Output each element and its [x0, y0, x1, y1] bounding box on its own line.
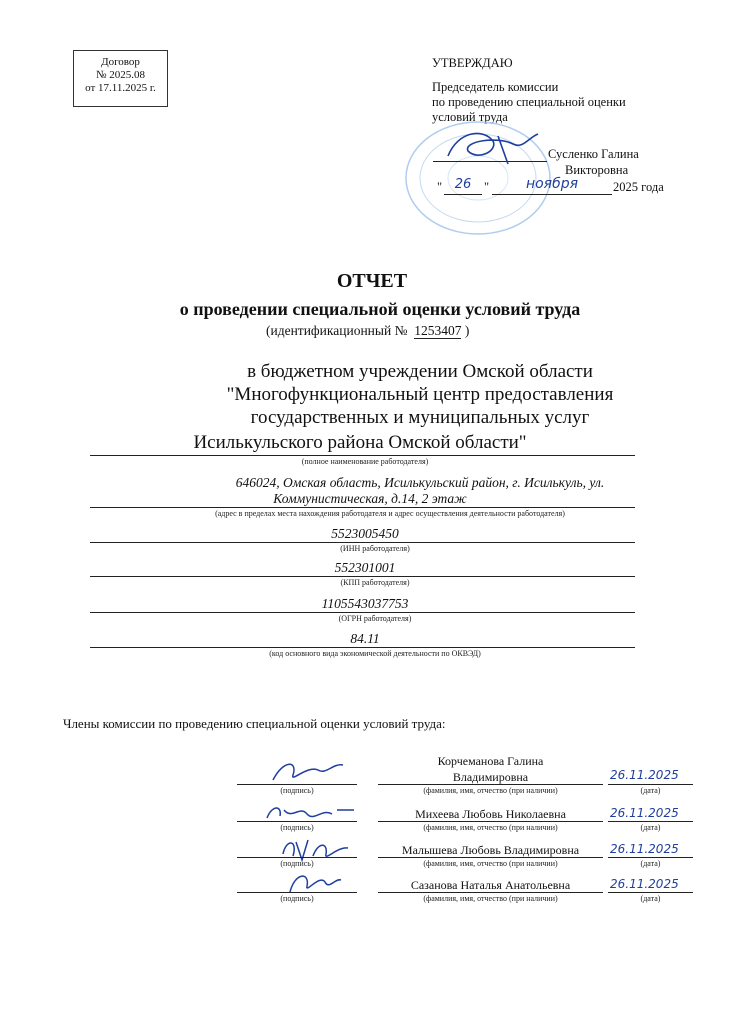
- approval-name-2: Викторовна: [565, 163, 629, 177]
- employer-ogrn-line: [90, 612, 635, 613]
- contract-number: № 2025.08: [96, 69, 145, 81]
- member-4-date-caption: (дата): [640, 894, 661, 903]
- member-1-date: 26.11.2025: [610, 768, 679, 782]
- member-3-date-line: [608, 857, 693, 858]
- employer-ogrn: 1105543037753: [321, 596, 409, 611]
- quote-close: ": [484, 180, 490, 194]
- approval-year: 2025 года: [613, 180, 664, 194]
- day-underline: [444, 194, 482, 195]
- employer-address-1: 646024, Омская область, Исилькульский район, г. Исилькуль, ул.: [235, 475, 605, 490]
- member-1-date-line: [608, 784, 693, 785]
- employer-inn-line: [90, 542, 635, 543]
- employer-address-caption: (адрес в пределах места нахождения работодателя и адрес осуществления деятельности работодателя): [215, 509, 565, 518]
- member-2-signature-caption: (подпись): [280, 823, 314, 832]
- approval-position-2: по проведению специальной оценки: [432, 95, 626, 109]
- contract-date: от 17.11.2025 г.: [85, 82, 156, 94]
- member-4-date: 26.11.2025: [610, 877, 679, 891]
- member-3-name: Малышева Любовь Владимировна: [401, 843, 580, 857]
- member-3-date-caption: (дата): [640, 859, 661, 868]
- employer-name-3: государственных и муниципальных услуг: [250, 407, 590, 428]
- quote-open: ": [437, 180, 443, 194]
- approval-name-1: Сусленко Галина: [548, 147, 639, 161]
- member-2-signature-line: [237, 821, 357, 822]
- member-3-signature-caption: (подпись): [280, 859, 314, 868]
- report-id: [266, 323, 469, 339]
- member-4-date-line: [608, 892, 693, 893]
- member-1-name-2: Владимировна: [452, 770, 529, 784]
- member-2-name-line: [378, 821, 603, 822]
- employer-name-caption: (полное наименование работодателя): [301, 457, 429, 466]
- employer-kpp: 552301001: [334, 560, 396, 575]
- employer-address-2: Коммунистическая, д.14, 2 этаж: [273, 491, 467, 506]
- member-1-signature-caption: (подпись): [280, 786, 314, 795]
- commission-heading: Члены комиссии по проведению специальной оценки условий труда:: [63, 716, 446, 731]
- member-3-name-caption: (фамилия, имя, отчество (при наличии): [423, 859, 558, 868]
- report-title: ОТЧЕТ: [336, 270, 408, 292]
- member-2-name: Михеева Любовь Николаевна: [415, 807, 566, 821]
- approval-month: ноября: [525, 176, 579, 192]
- member-1-name-line: [378, 784, 603, 785]
- employer-okved-line: [90, 647, 635, 648]
- employer-okved-caption: (код основного вида экономической деятельности по ОКВЭД): [269, 649, 481, 658]
- member-1-date-caption: (дата): [640, 786, 661, 795]
- employer-name-1: в бюджетном учреждении Омской области: [247, 361, 593, 382]
- employer-kpp-line: [90, 576, 635, 577]
- member-4-name: Сазанова Наталья Анатольевна: [410, 878, 571, 892]
- member-1-name-caption: (фамилия, имя, отчество (при наличии): [423, 786, 558, 795]
- member-2-name-caption: (фамилия, имя, отчество (при наличии): [423, 823, 558, 832]
- approval-title: УТВЕРЖДАЮ: [432, 56, 513, 70]
- member-4-name-line: [378, 892, 603, 893]
- report-id-prefix: (идентификационный №: [266, 323, 408, 338]
- member-2-date-caption: (дата): [640, 823, 661, 832]
- approval-position-1: Председатель комиссии: [432, 80, 559, 94]
- report-id-suffix: ): [464, 323, 470, 338]
- member-1-signature-line: [237, 784, 357, 785]
- member-1-name-1: Корчеманова Галина: [437, 754, 544, 768]
- employer-ogrn-caption: (ОГРН работодателя): [338, 614, 412, 623]
- employer-inn: 5523005450: [331, 526, 399, 541]
- employer-kpp-caption: (КПП работодателя): [340, 578, 410, 587]
- employer-address-line: [90, 507, 635, 508]
- employer-name-line: [90, 455, 635, 456]
- approval-position-3: условий труда: [432, 110, 508, 124]
- employer-name-4: Исилькульского района Омской области": [193, 432, 527, 453]
- member-4-signature-line: [237, 892, 357, 893]
- month-underline: [492, 194, 612, 195]
- report-id-number: 1253407: [414, 323, 462, 338]
- employer-inn-caption: (ИНН работодателя): [340, 544, 410, 553]
- contract-label: Договор: [101, 56, 140, 68]
- chairman-signature: [438, 126, 548, 171]
- member-4-signature-caption: (подпись): [280, 894, 314, 903]
- member-2-date: 26.11.2025: [610, 806, 679, 820]
- member-3-date: 26.11.2025: [610, 842, 679, 856]
- approval-day: 26: [454, 177, 472, 192]
- employer-name-2: "Многофункциональный центр предоставления: [226, 384, 614, 405]
- employer-okved: 84.11: [350, 631, 380, 646]
- member-4-name-caption: (фамилия, имя, отчество (при наличии): [423, 894, 558, 903]
- contract-box: [73, 50, 168, 107]
- report-subtitle: о проведении специальной оценки условий труда: [179, 299, 581, 319]
- member-3-name-line: [378, 857, 603, 858]
- member-2-date-line: [608, 821, 693, 822]
- member-3-signature-line: [237, 857, 357, 858]
